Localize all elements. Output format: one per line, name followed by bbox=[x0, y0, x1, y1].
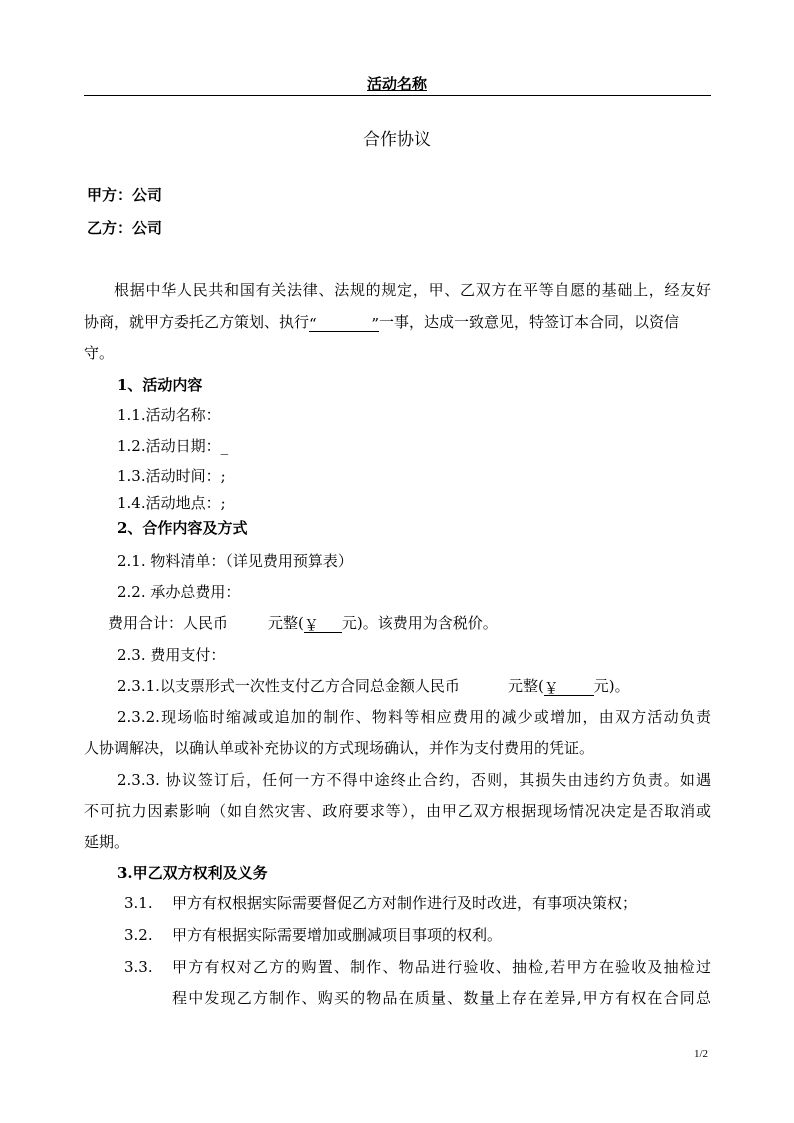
fee-text: 元)。该费用为含税价。 bbox=[341, 614, 498, 632]
party-b: 乙方：公司 bbox=[87, 219, 163, 237]
intro-line: 根据中华人民共和国有关法律、法规的规定，甲、乙双方在平等自愿的基础上，经友好 bbox=[114, 281, 711, 299]
document-title: 合作协议 bbox=[363, 130, 431, 150]
item-number: 3.3. bbox=[124, 958, 153, 976]
payment-amount-blank bbox=[544, 678, 594, 696]
intro-text: 协商，就甲方委托乙方策划、执行 bbox=[84, 313, 310, 331]
yuan-sign: ￥ bbox=[543, 679, 559, 697]
fee-total-line bbox=[108, 613, 498, 633]
intro-text: 一事，达成一致意见，特签订本合同，以资信 bbox=[379, 313, 680, 331]
item-text: 甲方有根据实际需要增加或删减项目事项的权利。 bbox=[172, 926, 503, 944]
payment-text: 元)。 bbox=[593, 677, 630, 695]
clause-line: 人协调解决，以确认单或补充协议的方式现场确认，并作为支付费用的凭证。 bbox=[84, 739, 595, 757]
section-1-title: 1、活动内容 bbox=[117, 376, 203, 394]
item-text: 甲方有权根据实际需要督促乙方对制作进行及时改进，有事项决策权； bbox=[172, 894, 638, 912]
header-rule bbox=[84, 95, 711, 96]
section-2-title: 2、合作内容及方式 bbox=[117, 519, 248, 537]
list-item: 1.4.活动地点：; bbox=[117, 494, 226, 512]
fee-amount-blank bbox=[304, 615, 342, 633]
header-title: 活动名称 bbox=[366, 75, 427, 93]
fee-text: 元整( bbox=[268, 614, 304, 632]
quote-open: “ bbox=[309, 315, 317, 333]
event-name-blank bbox=[309, 314, 379, 332]
list-item: 2.3. 费用支付： bbox=[117, 646, 226, 664]
party-a: 甲方：公司 bbox=[87, 186, 163, 204]
clause-line: 不可抗力因素影响（如自然灾害、政府要求等），由甲乙双方根据现场情况决定是否取消或 bbox=[84, 802, 711, 820]
payment-line bbox=[117, 676, 630, 696]
clause-line: 2.3.2.现场临时缩减或追加的制作、物料等相应费用的减少或增加，由双方活动负责 bbox=[117, 708, 711, 726]
list-item: 1.1.活动名称： bbox=[117, 406, 221, 424]
item-text: 程中发现乙方制作、购买的物品在质量、数量上存在差异,甲方有权在合同总 bbox=[172, 989, 711, 1007]
yuan-sign: ￥ bbox=[303, 616, 319, 634]
intro-line: 守。 bbox=[84, 344, 115, 362]
payment-text: 2.3.1.以支票形式一次性支付乙方合同总金额人民币 bbox=[117, 677, 460, 695]
item-text: 甲方有权对乙方的购置、制作、物品进行验收、抽检,若甲方在验收及抽检过 bbox=[172, 958, 711, 976]
list-item: 1.2.活动日期：_ bbox=[117, 437, 229, 455]
intro-line bbox=[84, 312, 711, 332]
fee-label: 费用合计：人民币 bbox=[108, 614, 229, 632]
clause-line: 2.3.3. 协议签订后，任何一方不得中途终止合约，否则，其损失由违约方负责。如遇 bbox=[117, 771, 711, 789]
quote-close: ” bbox=[371, 315, 380, 333]
payment-text: 元整( bbox=[507, 677, 544, 695]
list-item: 2.2. 承办总费用： bbox=[117, 583, 241, 601]
list-item: 1.3.活动时间：; bbox=[117, 467, 226, 485]
list-item: 2.1. 物料清单：（详见费用预算表） bbox=[117, 552, 353, 570]
item-number: 3.2. bbox=[124, 926, 153, 944]
item-number: 3.1. bbox=[124, 894, 153, 912]
section-3-title: 3.甲乙双方权利及义务 bbox=[117, 864, 268, 882]
page-number: 1/2 bbox=[693, 1048, 708, 1060]
clause-line: 延期。 bbox=[84, 833, 130, 851]
